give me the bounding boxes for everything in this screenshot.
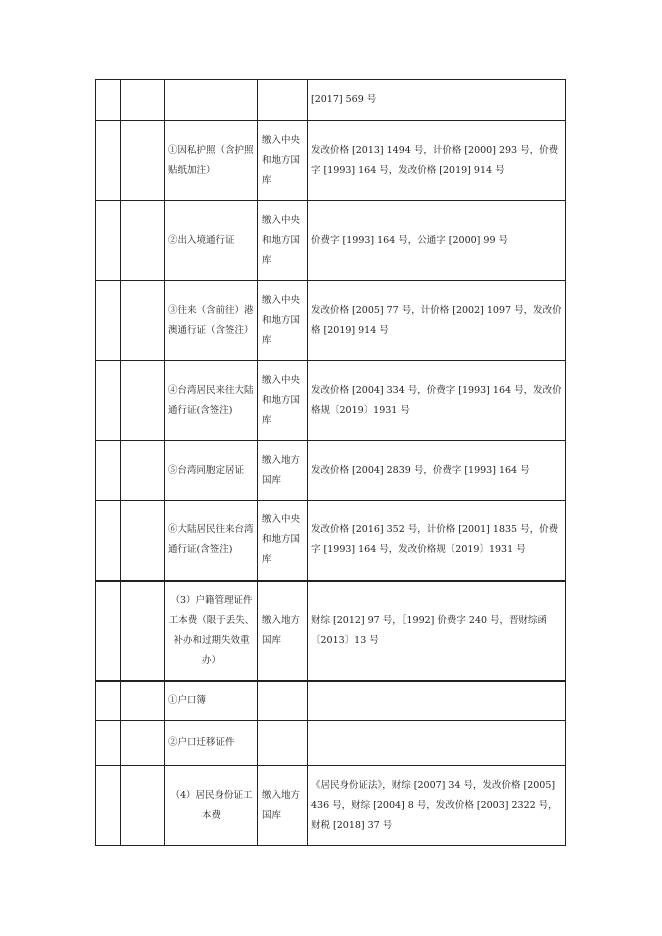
basis-cell [308, 361, 566, 441]
basis-text: 发改价格 [2013] 1494 号，计价格 [2000] 293 号，价费字 [1993] 164 号，发改价格 [2019] 914 号 [311, 144, 559, 176]
row-index-cell [96, 201, 121, 281]
fund-cell [258, 501, 308, 581]
table-row [96, 766, 566, 846]
fund-cell [258, 581, 308, 681]
item-cell [165, 581, 258, 681]
table-row [96, 201, 566, 281]
category-cell [121, 501, 165, 581]
row-index-cell [96, 121, 121, 201]
fund-cell [258, 121, 308, 201]
item-cell [165, 721, 258, 766]
fund-cell [258, 361, 308, 441]
fund-cell [258, 201, 308, 281]
basis-cell [308, 281, 566, 361]
category-cell [121, 721, 165, 766]
category-cell [121, 80, 165, 121]
basis-text: 发改价格 [2005] 77 号，计价格 [2002] 1097 号，发改价格 [2019] 914 号 [311, 304, 562, 336]
fund-text: 缴入中央和地方国库 [262, 294, 301, 346]
row-index-cell [96, 281, 121, 361]
basis-text: 财综 [2012] 97 号，［1992] 价费字 240 号，晋财综函〔2013〕13 号 [311, 614, 548, 646]
fund-cell [258, 721, 308, 766]
item-cell [165, 121, 258, 201]
item-cell [165, 501, 258, 581]
row-index-cell [96, 766, 121, 846]
row-index-cell [96, 581, 121, 681]
item-text: ①户口簿 [168, 694, 207, 706]
basis-cell [308, 201, 566, 281]
basis-cell [308, 501, 566, 581]
item-cell [165, 201, 258, 281]
item-text: ②户口迁移证件 [168, 737, 235, 748]
item-text: ④台湾居民来往大陆通行证(含签注) [168, 384, 254, 416]
item-text: （3）户籍管理证件工本费（限于丢失、补办和过期失效重办） [168, 594, 255, 666]
basis-cell [308, 441, 566, 501]
row-index-cell [96, 721, 121, 766]
fee-table [95, 79, 566, 846]
table-row [96, 80, 566, 121]
item-text: ①因私护照（含护照贴纸加注） [168, 144, 254, 176]
fund-cell [258, 80, 308, 121]
table-row [96, 721, 566, 766]
item-text: ⑤台湾同胞定居证 [168, 464, 245, 476]
row-index-cell [96, 501, 121, 581]
basis-text: 发改价格 [2004] 334 号，价费字 [1993] 164 号，发改价格规〔2019〕1931 号 [311, 384, 562, 416]
item-cell [165, 80, 258, 121]
item-cell [165, 766, 258, 846]
item-cell [165, 361, 258, 441]
basis-text: 价费字 [1993] 164 号，公通字 [2000] 99 号 [311, 234, 509, 246]
table-row [96, 441, 566, 501]
table-row [96, 501, 566, 581]
fund-text: 缴入地方国库 [262, 614, 301, 646]
fund-cell [258, 281, 308, 361]
fund-cell [258, 441, 308, 501]
category-cell [121, 201, 165, 281]
table-row [96, 281, 566, 361]
basis-cell [308, 681, 566, 721]
fund-cell [258, 766, 308, 846]
fund-text: 缴入中央和地方国库 [262, 514, 301, 566]
fund-text: 缴入中央和地方国库 [262, 134, 301, 186]
row-index-cell [96, 361, 121, 441]
category-cell [121, 361, 165, 441]
basis-text: [2017] 569 号 [311, 94, 377, 105]
category-cell [121, 581, 165, 681]
row-index-cell [96, 80, 121, 121]
fund-text: 缴入中央和地方国库 [262, 374, 301, 426]
row-index-cell [96, 681, 121, 721]
table-row [96, 681, 566, 721]
fund-text: 缴入地方国库 [262, 789, 301, 821]
item-text: ②出入境通行证 [168, 234, 235, 246]
item-text: ③往来（含前往）港澳通行证（含签注） [168, 304, 254, 336]
category-cell [121, 281, 165, 361]
table-row [96, 121, 566, 201]
fund-cell [258, 681, 308, 721]
basis-text: 发改价格 [2016] 352 号，计价格 [2001] 1835 号，价费字 [1993] 164 号，发改价格规〔2019〕1931 号 [311, 524, 559, 556]
item-cell [165, 681, 258, 721]
item-cell [165, 281, 258, 361]
basis-cell [308, 721, 566, 766]
row-index-cell [96, 441, 121, 501]
category-cell [121, 441, 165, 501]
item-cell [165, 441, 258, 501]
basis-cell [308, 121, 566, 201]
table-row [96, 581, 566, 681]
fund-text: 缴入中央和地方国库 [262, 214, 301, 266]
basis-text: 发改价格 [2004] 2839 号，价费字 [1993] 164 号 [311, 464, 530, 476]
category-cell [121, 766, 165, 846]
basis-cell [308, 80, 566, 121]
basis-cell [308, 581, 566, 681]
category-cell [121, 681, 165, 721]
item-text: （4）居民身份证工本费 [170, 789, 253, 821]
item-text: ⑥大陆居民往来台湾通行证(含签注) [168, 524, 254, 556]
basis-text: 《居民身份证法》，财综 [2007] 34 号，发改价格 [2005] 436 号，财综 [2004] 8 号，发改价格 [2003] 2322 号，财税 [2018] 37 号 [311, 779, 558, 831]
fund-text: 缴入地方国库 [262, 454, 301, 486]
table-row [96, 361, 566, 441]
basis-cell [308, 766, 566, 846]
category-cell [121, 121, 165, 201]
